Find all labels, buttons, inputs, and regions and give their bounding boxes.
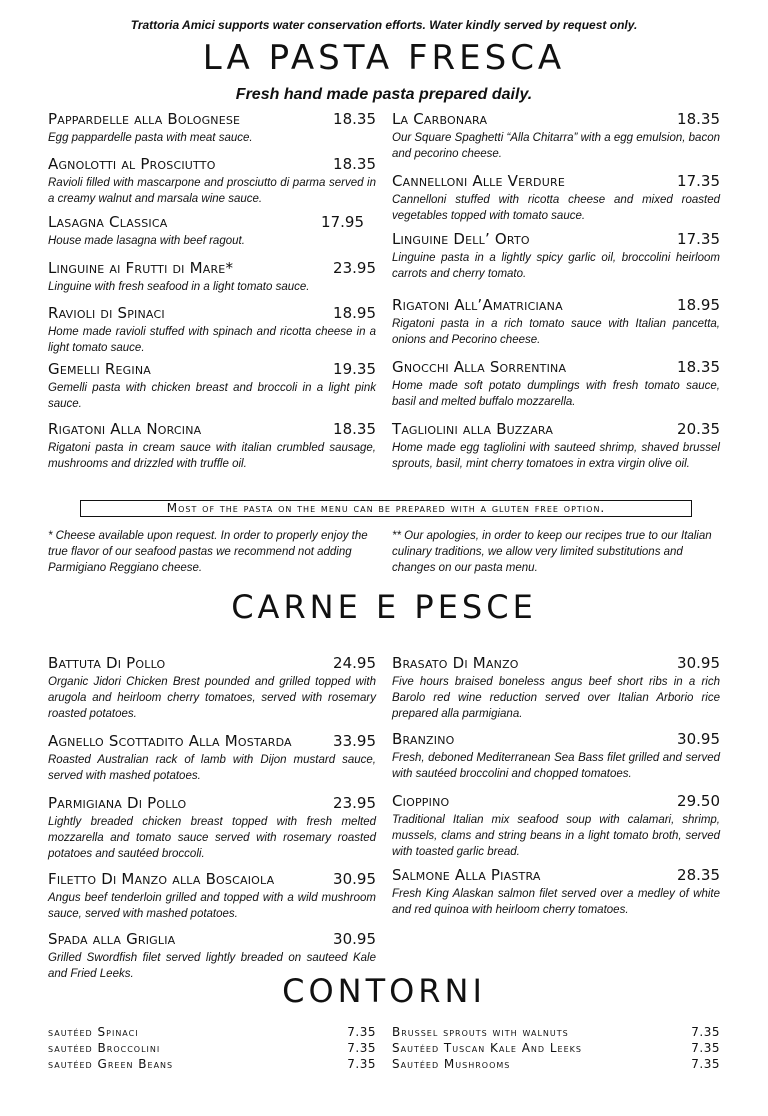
menu-item <box>48 110 376 146</box>
item-name: La Carbonara <box>392 110 488 128</box>
pasta-section-title: LA PASTA FRESCA <box>202 38 566 78</box>
item-description: Traditional Italian mix seafood soup with calamari, shrimp, mussels, clams and string beans in a light tomato broth, served with toasted garlic bread. <box>392 814 720 858</box>
item-description: Angus beef tenderloin grilled and topped with a wild mushroom sauce, served with mashed potatoes. <box>48 892 376 920</box>
menu-item <box>48 420 376 472</box>
pasta-right-column <box>392 110 720 490</box>
item-name: Battuta Di Pollo <box>48 654 166 672</box>
side-price: 7.35 <box>347 1025 376 1039</box>
substitution-note: ** Our apologies, in order to keep our recipes true to our Italian culinary traditions, we allow very limited substitutions and changes on our pasta menu. <box>392 530 712 574</box>
menu-item <box>392 866 720 918</box>
contorni-left-list <box>48 1024 376 1072</box>
menu-item <box>48 654 376 722</box>
side-price: 7.35 <box>691 1041 720 1055</box>
item-price: 17.95 <box>321 213 364 231</box>
side-price: 7.35 <box>691 1025 720 1039</box>
item-price: 24.95 <box>333 654 376 672</box>
contorni-section-title: CONTORNI <box>282 972 486 1010</box>
item-name: Gemelli Regina <box>48 360 151 378</box>
side-item <box>48 1024 376 1040</box>
item-price: 18.35 <box>677 110 720 128</box>
cheese-note: * Cheese available upon request. In order to properly enjoy the true flavor of our seafood pastas we recommend not adding Parmigiano Reggiano cheese. <box>48 530 368 574</box>
menu-item <box>48 304 376 356</box>
item-price: 30.95 <box>677 654 720 672</box>
item-name: Ravioli di Spinaci <box>48 304 165 322</box>
item-price: 18.35 <box>333 110 376 128</box>
item-description: Gemelli pasta with chicken breast and broccoli in a light pink sauce. <box>48 382 376 410</box>
carne-section-title: CARNE E PESCE <box>231 588 537 626</box>
item-name: Filetto Di Manzo alla Boscaiola <box>48 870 275 888</box>
item-price: 18.95 <box>677 296 720 314</box>
side-name: Brussel sprouts with walnuts <box>392 1025 569 1039</box>
item-name: Rigatoni All’Amatriciana <box>392 296 563 314</box>
side-price: 7.35 <box>347 1057 376 1071</box>
item-price: 18.35 <box>333 155 376 173</box>
pasta-subtitle: Fresh hand made pasta prepared daily. <box>235 86 533 103</box>
menu-item <box>392 110 720 162</box>
menu-item <box>392 420 720 472</box>
item-price: 30.95 <box>677 730 720 748</box>
menu-item <box>48 732 376 784</box>
item-name: Linguine Dell’ Orto <box>392 230 530 248</box>
item-name: Pappardelle alla Bolognese <box>48 110 241 128</box>
item-name: Gnocchi Alla Sorrentina <box>392 358 567 376</box>
item-description: Ravioli filled with mascarpone and prosciutto di parma served in a creamy walnut and marsala wine sauce. <box>48 177 376 205</box>
item-description: Rigatoni pasta in a rich tomato sauce with Italian pancetta, onions and Pecorino cheese. <box>392 318 720 346</box>
side-item <box>48 1056 376 1072</box>
side-name: Sautéed Mushrooms <box>392 1057 511 1071</box>
menu-item <box>392 654 720 722</box>
side-price: 7.35 <box>691 1057 720 1071</box>
menu-item <box>392 230 720 282</box>
item-price: 33.95 <box>333 732 376 750</box>
item-description: Grilled Swordfish filet served lightly breaded on sauteed Kale and Fried Leeks. <box>48 952 376 980</box>
water-notice: Trattoria Amici supports water conservation efforts. Water kindly served by request only. <box>130 18 638 32</box>
item-price: 20.35 <box>677 420 720 438</box>
item-price: 18.95 <box>333 304 376 322</box>
carne-right-column <box>392 654 720 924</box>
item-name: Linguine ai Frutti di Mare* <box>48 259 234 277</box>
item-name: Cannelloni Alle Verdure <box>392 172 565 190</box>
item-name: Salmone Alla Piastra <box>392 866 541 884</box>
item-description: Egg pappardelle pasta with meat sauce. <box>48 132 253 144</box>
menu-item <box>48 213 376 249</box>
side-item <box>392 1024 720 1040</box>
item-price: 17.35 <box>677 230 720 248</box>
item-name: Agnello Scottadito Alla Mostarda <box>48 732 292 750</box>
item-price: 23.95 <box>333 259 376 277</box>
item-description: Roasted Australian rack of lamb with Dijon mustard sauce, served with mashed potatoes. <box>48 754 376 782</box>
item-description: Cannelloni stuffed with ricotta cheese and mixed roasted vegetables topped with tomato sauce. <box>392 194 720 222</box>
menu-item <box>48 360 376 412</box>
item-description: Linguine with fresh seafood in a light tomato sauce. <box>48 281 310 293</box>
item-name: Cioppino <box>392 792 450 810</box>
item-name: Branzino <box>392 730 455 748</box>
side-item <box>392 1040 720 1056</box>
item-description: Linguine pasta in a lightly spicy garlic oil, broccolini heirloom carrots and cherry tomato. <box>392 252 720 280</box>
item-name: Rigatoni Alla Norcina <box>48 420 202 438</box>
side-name: sautéed Green Beans <box>48 1057 174 1071</box>
item-price: 17.35 <box>677 172 720 190</box>
item-description: Five hours braised boneless angus beef short ribs in a rich Barolo red wine reduction served over Italian Arborio rice prepared alla parmigiana. <box>392 676 720 720</box>
item-name: Agnolotti al Prosciutto <box>48 155 216 173</box>
item-name: Brasato Di Manzo <box>392 654 519 672</box>
side-price: 7.35 <box>347 1041 376 1055</box>
contorni-right-list <box>392 1024 720 1072</box>
item-price: 18.35 <box>677 358 720 376</box>
side-item <box>48 1040 376 1056</box>
item-description: Rigatoni pasta in cream sauce with italian crumbled sausage, mushrooms and drizzled with truffle oil. <box>48 442 376 470</box>
item-description: Home made egg tagliolini with sauteed shrimp, shaved brussel sprouts, basil, mint cherry tomatoes in extra virgin olive oil. <box>392 442 720 470</box>
item-description: Fresh, deboned Mediterranean Sea Bass filet grilled and served with sautéed broccolini and chopped tomatoes. <box>392 752 720 780</box>
item-name: Tagliolini alla Buzzara <box>392 420 554 438</box>
item-description: Organic Jidori Chicken Brest pounded and grilled topped with arugola and heirloom cherry tomatoes, served with rosemary roasted potatoes. <box>48 676 376 720</box>
item-description: Fresh King Alaskan salmon filet served over a medley of white and red quinoa with heirloom cherry tomatoes. <box>392 888 720 916</box>
menu-item <box>392 296 720 348</box>
menu-item <box>48 794 376 862</box>
item-price: 19.35 <box>333 360 376 378</box>
menu-item <box>392 792 720 860</box>
side-name: sautéed Spinaci <box>48 1025 139 1039</box>
item-name: Lasagna Classica <box>48 213 168 231</box>
item-price: 30.95 <box>333 930 376 948</box>
side-name: sautéed Broccolini <box>48 1041 161 1055</box>
item-price: 23.95 <box>333 794 376 812</box>
item-description: Home made soft potato dumplings with fresh tomato sauce, basil and melted buffalo mozzarella. <box>392 380 720 408</box>
item-price: 28.35 <box>677 866 720 884</box>
item-description: Home made ravioli stuffed with spinach and ricotta cheese in a light tomato sauce. <box>48 326 376 354</box>
item-description: Lightly breaded chicken breast topped with fresh melted mozzarella and tomato sauce served with rosemary roasted potatoes and sautéed broccoli. <box>48 816 376 860</box>
menu-item <box>48 870 376 922</box>
menu-item <box>48 259 376 295</box>
item-description: Our Square Spaghetti “Alla Chitarra” with a egg emulsion, bacon and pecorino cheese. <box>392 132 720 160</box>
menu-item <box>392 172 720 224</box>
item-price: 18.35 <box>333 420 376 438</box>
item-price: 30.95 <box>333 870 376 888</box>
carne-left-column <box>48 654 376 984</box>
item-description: House made lasagna with beef ragout. <box>48 235 245 247</box>
side-name: Sautéed Tuscan Kale And Leeks <box>392 1041 582 1055</box>
pasta-left-column <box>48 110 376 490</box>
item-name: Parmigiana Di Pollo <box>48 794 187 812</box>
menu-item <box>392 358 720 410</box>
item-name: Spada alla Griglia <box>48 930 176 948</box>
side-item <box>392 1056 720 1072</box>
menu-item <box>392 730 720 782</box>
menu-item <box>48 155 376 207</box>
gluten-free-notice: Most of the pasta on the menu can be prepared with a gluten free option. <box>80 500 692 517</box>
item-price: 29.50 <box>677 792 720 810</box>
